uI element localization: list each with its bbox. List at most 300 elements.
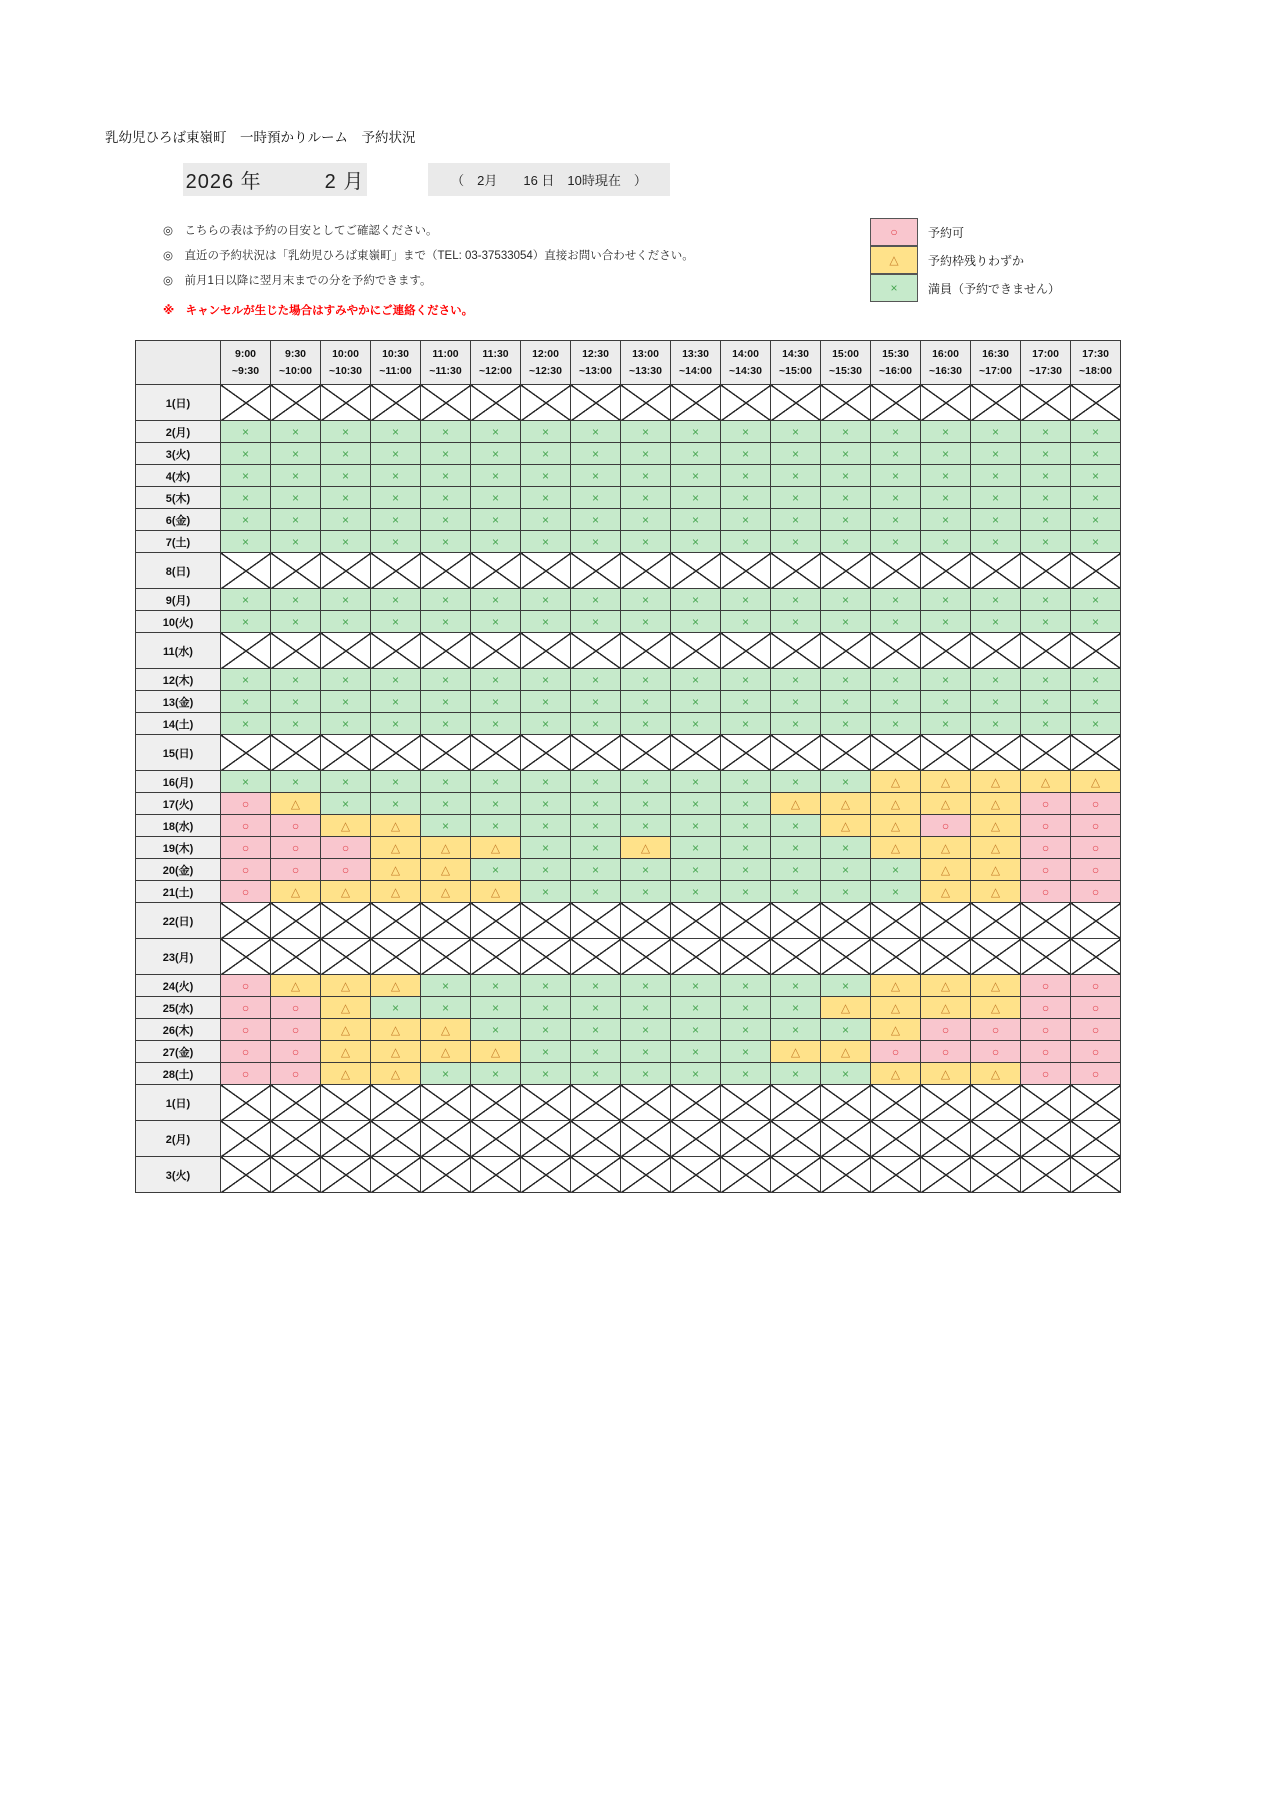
closed-cell bbox=[521, 385, 571, 421]
slot-cell: × bbox=[521, 611, 571, 633]
time-header bbox=[221, 341, 271, 385]
slot-cell: × bbox=[221, 669, 271, 691]
closed-cell bbox=[721, 903, 771, 939]
closed-cell bbox=[571, 735, 621, 771]
slot-cell: × bbox=[271, 713, 321, 735]
slot-cell: ○ bbox=[221, 881, 271, 903]
date-label: 7(土) bbox=[136, 531, 221, 553]
slot-cell: △ bbox=[871, 1063, 921, 1085]
slot-cell: × bbox=[321, 443, 371, 465]
closed-cell bbox=[1071, 735, 1121, 771]
slot-cell: × bbox=[371, 669, 421, 691]
slot-cell: × bbox=[321, 611, 371, 633]
closed-cell bbox=[971, 735, 1021, 771]
day-row bbox=[136, 975, 1121, 997]
slot-cell: △ bbox=[421, 859, 471, 881]
slot-end-time: ~10:30 bbox=[329, 364, 362, 377]
closed-cell bbox=[721, 939, 771, 975]
slot-start-time: 16:00 bbox=[932, 348, 959, 361]
slot-cell: × bbox=[621, 1041, 671, 1063]
closed-cell bbox=[871, 633, 921, 669]
slot-start-time: 9:00 bbox=[234, 348, 256, 361]
slot-cell: × bbox=[821, 713, 871, 735]
slot-cell: × bbox=[571, 1041, 621, 1063]
closed-cell bbox=[721, 1085, 771, 1121]
slot-end-time: ~13:30 bbox=[629, 364, 662, 377]
closed-cell bbox=[221, 1121, 271, 1157]
slot-start-time: 14:30 bbox=[782, 348, 809, 361]
slot-cell: × bbox=[421, 713, 471, 735]
closed-cell bbox=[221, 553, 271, 589]
slot-cell: ○ bbox=[1071, 793, 1121, 815]
slot-cell: △ bbox=[771, 1041, 821, 1063]
closed-cell bbox=[971, 1121, 1021, 1157]
slot-cell: ○ bbox=[321, 859, 371, 881]
closed-cell bbox=[771, 1157, 821, 1193]
slot-cell: × bbox=[321, 771, 371, 793]
closed-cell bbox=[521, 553, 571, 589]
closed-cell bbox=[471, 1121, 521, 1157]
slot-cell: × bbox=[371, 691, 421, 713]
slot-cell: × bbox=[621, 859, 671, 881]
slot-cell: × bbox=[271, 771, 321, 793]
date-label: 17(火) bbox=[136, 793, 221, 815]
time-header bbox=[521, 341, 571, 385]
slot-cell: × bbox=[771, 443, 821, 465]
slot-cell: ○ bbox=[1021, 975, 1071, 997]
closed-day-row bbox=[136, 1121, 1121, 1157]
closed-cell bbox=[671, 1121, 721, 1157]
closed-day-row bbox=[136, 385, 1121, 421]
slot-cell: × bbox=[621, 421, 671, 443]
slot-cell: × bbox=[821, 531, 871, 553]
slot-cell: × bbox=[671, 793, 721, 815]
slot-cell: △ bbox=[871, 815, 921, 837]
slot-cell: × bbox=[771, 1019, 821, 1041]
slot-cell: × bbox=[271, 531, 321, 553]
slot-cell: △ bbox=[321, 975, 371, 997]
date-label: 11(水) bbox=[136, 633, 221, 669]
date-label: 2(月) bbox=[136, 1121, 221, 1157]
date-label: 27(金) bbox=[136, 1041, 221, 1063]
slot-cell: × bbox=[1071, 487, 1121, 509]
slot-cell: × bbox=[221, 589, 271, 611]
slot-cell: × bbox=[221, 771, 271, 793]
slot-cell: × bbox=[671, 669, 721, 691]
slot-cell: △ bbox=[271, 975, 321, 997]
closed-cell bbox=[521, 1121, 571, 1157]
slot-cell: × bbox=[671, 881, 721, 903]
day-row bbox=[136, 421, 1121, 443]
closed-cell bbox=[1071, 385, 1121, 421]
slot-cell: ○ bbox=[1021, 1019, 1071, 1041]
slot-cell: × bbox=[471, 465, 521, 487]
closed-cell bbox=[621, 553, 671, 589]
slot-cell: × bbox=[771, 713, 821, 735]
slot-cell: ○ bbox=[921, 1019, 971, 1041]
day-row bbox=[136, 997, 1121, 1019]
slot-cell: × bbox=[371, 589, 421, 611]
slot-cell: × bbox=[521, 531, 571, 553]
slot-cell: ○ bbox=[1021, 997, 1071, 1019]
date-label: 1(日) bbox=[136, 385, 221, 421]
slot-cell: × bbox=[971, 611, 1021, 633]
slot-cell: × bbox=[1071, 509, 1121, 531]
slot-cell: × bbox=[921, 589, 971, 611]
closed-cell bbox=[271, 1121, 321, 1157]
closed-cell bbox=[471, 1157, 521, 1193]
closed-cell bbox=[971, 633, 1021, 669]
slot-cell: △ bbox=[821, 1041, 871, 1063]
day-row bbox=[136, 691, 1121, 713]
year-month-box bbox=[183, 163, 367, 196]
slot-start-time: 13:00 bbox=[632, 348, 659, 361]
slot-cell: × bbox=[871, 691, 921, 713]
slot-cell: × bbox=[1021, 509, 1071, 531]
closed-cell bbox=[371, 903, 421, 939]
closed-cell bbox=[321, 385, 371, 421]
time-header bbox=[621, 341, 671, 385]
slot-cell: △ bbox=[971, 1063, 1021, 1085]
slot-cell: × bbox=[371, 611, 421, 633]
slot-cell: × bbox=[621, 509, 671, 531]
slot-cell: × bbox=[821, 859, 871, 881]
slot-cell: × bbox=[221, 611, 271, 633]
closed-cell bbox=[521, 903, 571, 939]
note-line-2: ◎ 直近の予約状況は「乳幼児ひろば東嶺町」まで（TEL: 03-37533054）直接お問い合わせください。 bbox=[163, 250, 694, 262]
slot-cell: × bbox=[821, 589, 871, 611]
slot-cell: ○ bbox=[1071, 975, 1121, 997]
closed-cell bbox=[821, 1121, 871, 1157]
slot-cell: △ bbox=[971, 771, 1021, 793]
legend-label-available: 予約可 bbox=[928, 225, 965, 240]
closed-cell bbox=[721, 1121, 771, 1157]
slot-cell: × bbox=[221, 421, 271, 443]
closed-cell bbox=[821, 903, 871, 939]
time-header bbox=[271, 341, 321, 385]
slot-cell: × bbox=[471, 421, 521, 443]
slot-cell: × bbox=[971, 509, 1021, 531]
closed-cell bbox=[721, 1157, 771, 1193]
slot-cell: △ bbox=[871, 1019, 921, 1041]
slot-cell: △ bbox=[271, 793, 321, 815]
slot-cell: △ bbox=[421, 881, 471, 903]
legend-label-full: 満員（予約できません） bbox=[928, 281, 1061, 296]
slot-cell: × bbox=[971, 443, 1021, 465]
slot-cell: × bbox=[1021, 669, 1071, 691]
slot-cell: △ bbox=[921, 771, 971, 793]
closed-cell bbox=[471, 385, 521, 421]
slot-cell: × bbox=[571, 1063, 621, 1085]
slot-cell: × bbox=[521, 881, 571, 903]
slot-cell: × bbox=[821, 669, 871, 691]
slot-cell: × bbox=[971, 531, 1021, 553]
closed-cell bbox=[421, 633, 471, 669]
slot-cell: × bbox=[421, 421, 471, 443]
slot-cell: × bbox=[521, 443, 571, 465]
day-row bbox=[136, 589, 1121, 611]
closed-cell bbox=[221, 1085, 271, 1121]
slot-cell: × bbox=[521, 815, 571, 837]
slot-end-time: ~18:00 bbox=[1079, 364, 1112, 377]
time-header bbox=[871, 341, 921, 385]
slot-cell: × bbox=[871, 589, 921, 611]
slot-cell: × bbox=[621, 611, 671, 633]
date-label: 25(水) bbox=[136, 997, 221, 1019]
slot-cell: × bbox=[471, 1063, 521, 1085]
closed-cell bbox=[621, 1121, 671, 1157]
time-header bbox=[971, 341, 1021, 385]
date-label: 10(火) bbox=[136, 611, 221, 633]
slot-cell: × bbox=[821, 509, 871, 531]
slot-cell: × bbox=[671, 465, 721, 487]
slot-cell: × bbox=[471, 713, 521, 735]
slot-cell: × bbox=[1071, 465, 1121, 487]
slot-cell: × bbox=[1021, 421, 1071, 443]
slot-cell: × bbox=[721, 611, 771, 633]
date-label: 19(木) bbox=[136, 837, 221, 859]
slot-cell: △ bbox=[1071, 771, 1121, 793]
slot-cell: × bbox=[521, 487, 571, 509]
closed-cell bbox=[371, 633, 421, 669]
slot-cell: × bbox=[521, 859, 571, 881]
slot-cell: × bbox=[271, 509, 321, 531]
closed-cell bbox=[671, 1157, 721, 1193]
slot-cell: × bbox=[571, 815, 621, 837]
slot-end-time: ~15:00 bbox=[779, 364, 812, 377]
circle-symbol: ○ bbox=[890, 225, 898, 239]
day-row bbox=[136, 1019, 1121, 1041]
date-label: 1(日) bbox=[136, 1085, 221, 1121]
closed-cell bbox=[721, 633, 771, 669]
slot-start-time: 12:00 bbox=[532, 348, 559, 361]
time-header bbox=[921, 341, 971, 385]
closed-cell bbox=[971, 1157, 1021, 1193]
slot-cell: × bbox=[921, 611, 971, 633]
slot-cell: × bbox=[421, 793, 471, 815]
legend-row-available bbox=[870, 218, 1060, 246]
slot-cell: × bbox=[321, 589, 371, 611]
slot-cell: × bbox=[771, 997, 821, 1019]
slot-cell: ○ bbox=[271, 997, 321, 1019]
closed-cell bbox=[871, 553, 921, 589]
slot-cell: × bbox=[671, 837, 721, 859]
day-row bbox=[136, 1041, 1121, 1063]
slot-cell: × bbox=[521, 465, 571, 487]
slot-start-time: 14:00 bbox=[732, 348, 759, 361]
closed-day-row bbox=[136, 1157, 1121, 1193]
slot-cell: × bbox=[621, 1019, 671, 1041]
slot-cell: × bbox=[471, 975, 521, 997]
closed-day-row bbox=[136, 633, 1121, 669]
day-row bbox=[136, 713, 1121, 735]
slot-cell: × bbox=[471, 611, 521, 633]
closed-cell bbox=[771, 939, 821, 975]
time-header bbox=[671, 341, 721, 385]
slot-cell: × bbox=[721, 465, 771, 487]
slot-cell: △ bbox=[371, 837, 421, 859]
closed-cell bbox=[271, 1085, 321, 1121]
closed-cell bbox=[921, 1085, 971, 1121]
slot-cell: × bbox=[921, 713, 971, 735]
slot-cell: × bbox=[571, 975, 621, 997]
slot-cell: × bbox=[1071, 589, 1121, 611]
slot-cell: × bbox=[571, 859, 621, 881]
slot-cell: × bbox=[471, 859, 521, 881]
slot-cell: × bbox=[671, 487, 721, 509]
year-month-text: 2026 年 2 月 bbox=[185, 171, 365, 193]
closed-cell bbox=[471, 633, 521, 669]
slot-cell: × bbox=[321, 691, 371, 713]
time-header bbox=[471, 341, 521, 385]
slot-cell: × bbox=[1071, 691, 1121, 713]
slot-cell: × bbox=[271, 691, 321, 713]
closed-cell bbox=[521, 735, 571, 771]
slot-cell: △ bbox=[371, 1063, 421, 1085]
closed-cell bbox=[921, 903, 971, 939]
closed-cell bbox=[671, 385, 721, 421]
time-header bbox=[371, 341, 421, 385]
slot-cell: × bbox=[471, 669, 521, 691]
slot-cell: △ bbox=[371, 815, 421, 837]
slot-cell: × bbox=[371, 771, 421, 793]
slot-cell: × bbox=[1021, 589, 1071, 611]
slot-cell: × bbox=[421, 487, 471, 509]
closed-cell bbox=[821, 1085, 871, 1121]
closed-cell bbox=[221, 385, 271, 421]
closed-cell bbox=[1071, 1085, 1121, 1121]
slot-cell: × bbox=[971, 421, 1021, 443]
slot-start-time: 9:30 bbox=[284, 348, 306, 361]
date-label: 22(日) bbox=[136, 903, 221, 939]
slot-end-time: ~11:30 bbox=[429, 364, 462, 377]
slot-cell: × bbox=[221, 443, 271, 465]
day-row bbox=[136, 531, 1121, 553]
closed-cell bbox=[671, 903, 721, 939]
slot-cell: × bbox=[621, 793, 671, 815]
slot-cell: × bbox=[621, 815, 671, 837]
closed-cell bbox=[421, 1085, 471, 1121]
slot-cell: × bbox=[721, 589, 771, 611]
slot-cell: × bbox=[521, 589, 571, 611]
closed-cell bbox=[621, 735, 671, 771]
as-of-box bbox=[428, 163, 670, 196]
slot-cell: × bbox=[571, 531, 621, 553]
closed-cell bbox=[471, 939, 521, 975]
closed-cell bbox=[621, 903, 671, 939]
closed-cell bbox=[271, 1157, 321, 1193]
slot-cell: × bbox=[1021, 443, 1071, 465]
slot-cell: × bbox=[621, 443, 671, 465]
slot-cell: × bbox=[821, 1063, 871, 1085]
slot-start-time: 15:30 bbox=[882, 348, 909, 361]
slot-cell: × bbox=[471, 509, 521, 531]
slot-cell: × bbox=[721, 531, 771, 553]
closed-cell bbox=[621, 1157, 671, 1193]
slot-end-time: ~15:30 bbox=[829, 364, 862, 377]
slot-cell: × bbox=[721, 421, 771, 443]
closed-cell bbox=[371, 1121, 421, 1157]
slot-cell: △ bbox=[921, 997, 971, 1019]
closed-cell bbox=[571, 385, 621, 421]
slot-cell: × bbox=[671, 589, 721, 611]
slot-cell: × bbox=[771, 837, 821, 859]
slot-start-time: 17:00 bbox=[1032, 348, 1059, 361]
slot-cell: × bbox=[621, 691, 671, 713]
date-label: 18(水) bbox=[136, 815, 221, 837]
slot-cell: × bbox=[571, 443, 621, 465]
closed-cell bbox=[971, 939, 1021, 975]
closed-cell bbox=[371, 1157, 421, 1193]
closed-cell bbox=[571, 939, 621, 975]
slot-cell: ○ bbox=[221, 1063, 271, 1085]
slot-end-time: ~16:30 bbox=[929, 364, 962, 377]
slot-cell: × bbox=[971, 713, 1021, 735]
slot-cell: × bbox=[371, 713, 421, 735]
slot-cell: × bbox=[721, 859, 771, 881]
slot-cell: ○ bbox=[1021, 859, 1071, 881]
closed-cell bbox=[921, 939, 971, 975]
closed-cell bbox=[471, 903, 521, 939]
slot-cell: × bbox=[321, 487, 371, 509]
closed-cell bbox=[1021, 1085, 1071, 1121]
slot-cell: × bbox=[521, 1041, 571, 1063]
slot-cell: × bbox=[421, 589, 471, 611]
slot-cell: × bbox=[671, 1041, 721, 1063]
closed-cell bbox=[221, 1157, 271, 1193]
closed-cell bbox=[271, 939, 321, 975]
slot-cell: △ bbox=[821, 997, 871, 1019]
slot-cell: △ bbox=[971, 815, 1021, 837]
slot-cell: × bbox=[721, 1041, 771, 1063]
slot-cell: △ bbox=[921, 1063, 971, 1085]
closed-cell bbox=[421, 1157, 471, 1193]
slot-cell: ○ bbox=[221, 975, 271, 997]
slot-cell: × bbox=[671, 611, 721, 633]
slot-cell: × bbox=[521, 509, 571, 531]
slot-cell: △ bbox=[371, 1019, 421, 1041]
slot-cell: × bbox=[521, 975, 571, 997]
slot-cell: ○ bbox=[221, 815, 271, 837]
slot-cell: ○ bbox=[1071, 1019, 1121, 1041]
closed-cell bbox=[821, 1157, 871, 1193]
day-row bbox=[136, 881, 1121, 903]
slot-cell: × bbox=[571, 997, 621, 1019]
slot-cell: × bbox=[621, 1063, 671, 1085]
closed-cell bbox=[1021, 553, 1071, 589]
closed-cell bbox=[871, 939, 921, 975]
slot-cell: × bbox=[771, 859, 821, 881]
slot-end-time: ~10:00 bbox=[279, 364, 312, 377]
closed-cell bbox=[871, 1157, 921, 1193]
slot-cell: × bbox=[871, 443, 921, 465]
slot-cell: × bbox=[421, 815, 471, 837]
date-label: 5(木) bbox=[136, 487, 221, 509]
slot-cell: △ bbox=[371, 881, 421, 903]
date-label: 16(月) bbox=[136, 771, 221, 793]
closed-cell bbox=[271, 903, 321, 939]
closed-day-row bbox=[136, 1085, 1121, 1121]
slot-cell: × bbox=[471, 487, 521, 509]
closed-cell bbox=[1021, 903, 1071, 939]
closed-cell bbox=[271, 385, 321, 421]
slot-end-time: ~17:00 bbox=[979, 364, 1012, 377]
closed-cell bbox=[421, 385, 471, 421]
slot-cell: ○ bbox=[271, 837, 321, 859]
slot-cell: × bbox=[821, 881, 871, 903]
slot-cell: ○ bbox=[921, 1041, 971, 1063]
slot-cell: △ bbox=[771, 793, 821, 815]
